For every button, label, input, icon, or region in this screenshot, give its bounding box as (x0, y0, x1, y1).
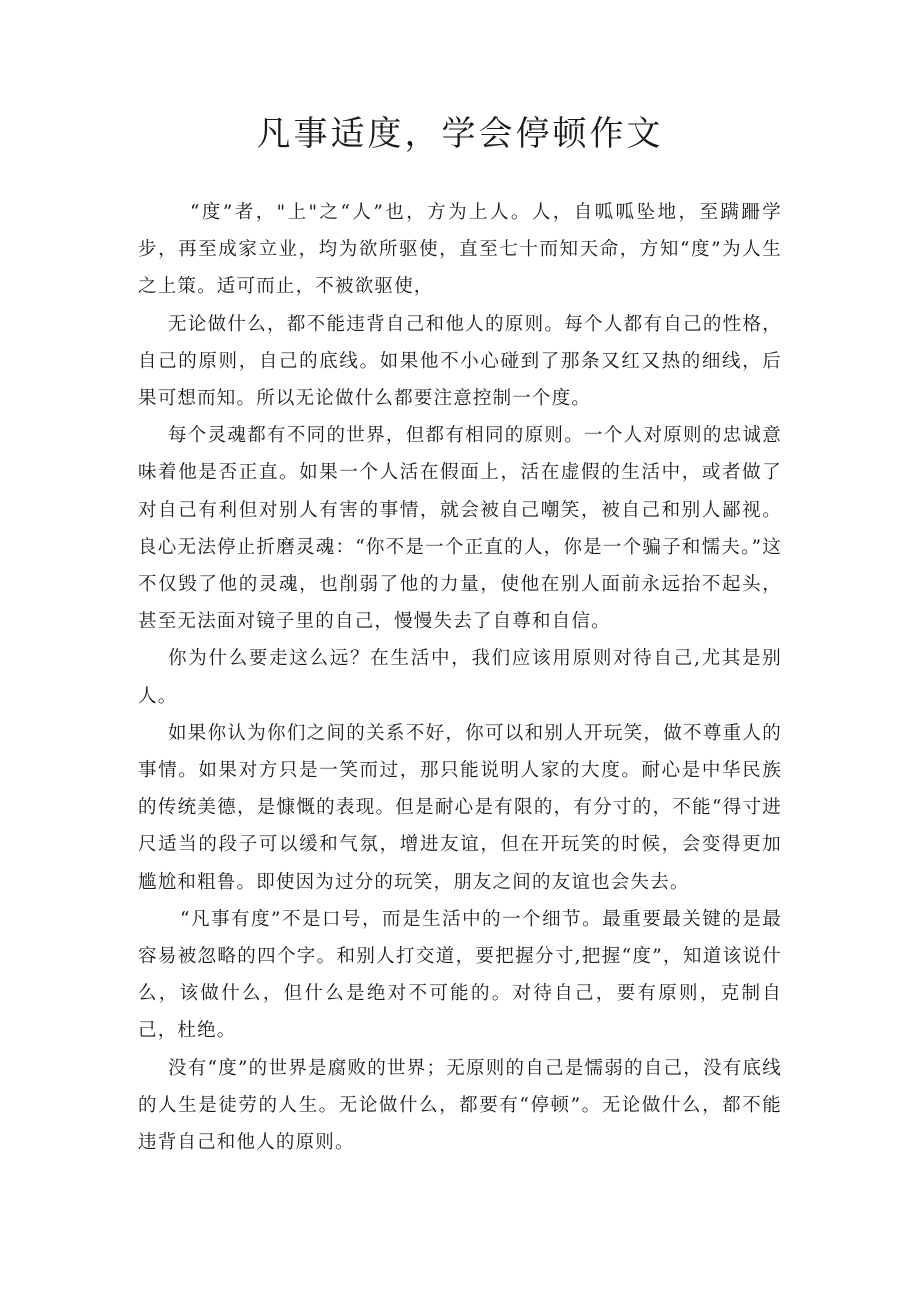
paragraph-4: 你为什么要走这么远？在生活中，我们应该用原则对待自己,尤其是别人。 (138, 648, 782, 707)
paragraph-5: 如果你认为你们之间的关系不好，你可以和别人开玩笑，做不尊重人的事情。如果对方只是一笑而过，那只能说明人家的大度。耐心是中华民族的传统美德，是慷慨的表现。但是耐心是有限的，有分寸的，不能“得寸进尺适当的段子可以缓和气氛，增进友谊，但在开玩笑的时候，会变得更加尴尬和粗鲁。即使因为过分的玩笑，朋友之间的友谊也会失去。 (138, 722, 782, 893)
paragraph-3: 每个灵魂都有不同的世界，但都有相同的原则。一个人对原则的忠诚意味着他是否正直。如果一个人活在假面上，活在虚假的生活中，或者做了对自己有利但对别人有害的事情，就会被自己嘲笑，被自己和别人鄙视。良心无法停止折磨灵魂：“你不是一个正直的人，你是一个骗子和懦夫。”这不仅毁了他的灵魂，也削弱了他的力量，使他在别人面前永远抬不起头，甚至无法面对镜子里的自己，慢慢失去了自尊和自信。 (138, 425, 782, 633)
document-title: 凡事适度，学会停顿作文 (256, 114, 664, 154)
paragraph-7: 没有“度”的世界是腐败的世界；无原则的自己是懦弱的自己，没有底线的人生是徒劳的人生。无论做什么，都要有“停顿”。无论做什么，都不能违背自己和他人的原则。 (138, 1057, 782, 1154)
paragraph-1: “度”者，"上"之“人”也，方为上人。人，自呱呱坠地，至蹒跚学步，再至成家立业，均为欲所驱使，直至七十而知天命，方知“度”为人生之上策。适可而止，不被欲驱使， (138, 202, 782, 298)
paragraph-2: 无论做什么，都不能违背自己和他人的原则。每个人都有自己的性格，自己的原则，自己的底线。如果他不小心碰到了那条又红又热的细线，后果可想而知。所以无论做什么都要注意控制一个度。 (138, 313, 782, 410)
document-body (138, 194, 782, 1161)
paragraph-6: “凡事有度”不是口号，而是生活中的一个细节。最重要最关键的是最容易被忽略的四个字。和别人打交道，要把握分寸,把握“度”，知道该说什么，该做什么，但什么是绝对不可能的。对待自己，要有原则，克制自己，杜绝。 (138, 908, 782, 1042)
